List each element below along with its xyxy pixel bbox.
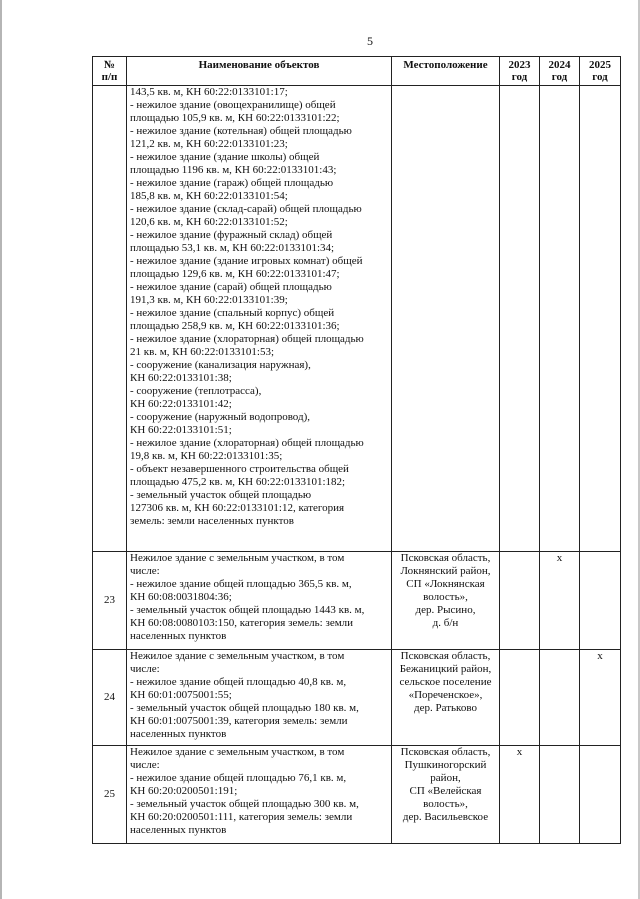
description-line: числе: [130,663,160,675]
table-row [93,746,621,844]
year-mark-2025: х [580,650,621,746]
description-line: 19,8 кв. м, КН 60:22:0133101:35; [130,450,283,462]
col-header-location: Местоположение [392,57,500,86]
year-mark-2025 [580,746,621,844]
location-line: Псковская область, [400,650,491,662]
description-line: - нежилое здание (хлораторная) общей площадью [130,437,364,449]
description-line: - нежилое здание общей площадью 365,5 кв. м, [130,578,352,590]
year-mark-2023 [500,86,540,552]
description-line: площадью 258,9 кв. м, КН 60:22:0133101:36; [130,320,340,332]
description-line: КН 60:20:0200501:111, категория земель: земли [130,811,353,823]
location-line: д. б/н [432,617,459,629]
description-line: населенных пунктов [130,728,227,740]
description-line: 120,6 кв. м, КН 60:22:0133101:52; [130,216,288,228]
description-line: - сооружение (наружный водопровод), [130,411,311,423]
location-line: Локнянский район, [400,565,491,577]
location-line: Псковская область, [400,746,491,758]
location-line: дер. Васильевское [402,811,489,823]
description-line: КН 60:01:0075001:39, категория земель: земли [130,715,348,727]
year-mark-2023 [500,650,540,746]
description-line: - нежилое здание (здание школы) общей [130,151,320,163]
object-description [127,552,392,650]
year-mark-2023 [500,552,540,650]
description-line: - нежилое здание (гараж) общей площадью [130,177,334,189]
col-header-2025: 2025 год [580,57,621,86]
description-line: - объект незавершенного строительства общей [130,463,349,475]
description-line: площадью 1196 кв. м, КН 60:22:0133101:43; [130,164,337,176]
description-line: КН 60:08:0031804:36; [130,591,232,603]
description-line: КН 60:22:0133101:38; [130,372,232,384]
description-line: 185,8 кв. м, КН 60:22:0133101:54; [130,190,288,202]
description-line: 121,2 кв. м, КН 60:22:0133101:23; [130,138,288,150]
description-line: КН 60:01:0075001:55; [130,689,232,701]
col-header-name: Наименование объектов [127,57,392,86]
description-line: - нежилое здание (спальный корпус) общей [130,307,335,319]
location-line: район, [430,772,461,784]
description-line: площадью 475,2 кв. м, КН 60:22:0133101:182; [130,476,346,488]
row-number: 23 [93,552,127,650]
table-header-row [93,57,621,86]
location-line: «Пореченское», [408,689,483,701]
description-line: 191,3 кв. м, КН 60:22:0133101:39; [130,294,288,306]
object-location [392,86,500,552]
description-line: 127306 кв. м, КН 60:22:0133101:12, категория [130,502,345,514]
location-line: дер. Ратьково [414,702,477,714]
year-mark-2025 [580,86,621,552]
description-line: - нежилое здание (склад-сарай) общей площадью [130,203,362,215]
location-line: дер. Рысино, [415,604,476,616]
description-line: населенных пунктов [130,824,227,836]
year-mark-2024 [540,746,580,844]
description-line: площадью 53,1 кв. м, КН 60:22:0133101:34; [130,242,335,254]
description-line: - нежилое здание (сарай) общей площадью [130,281,332,293]
description-line: - земельный участок общей площадью 180 кв. м, [130,702,359,714]
description-line: Нежилое здание с земельным участком, в том [130,746,345,758]
location-line: Бежаницкий район, [399,663,492,675]
description-line: - нежилое здание (овощехранилище) общей [130,99,336,111]
col-header-2023: 2023 год [500,57,540,86]
description-line: - нежилое здание (здание игровых комнат) общей [130,255,363,267]
location-line: Пушкиногорский [404,759,487,771]
description-line: 21 кв. м, КН 60:22:0133101:53; [130,346,275,358]
description-line: Нежилое здание с земельным участком, в том [130,650,345,662]
year-mark-2024 [540,650,580,746]
object-location [392,552,500,650]
row-number: 25 [93,746,127,844]
year-mark-2025 [580,552,621,650]
description-line: 143,5 кв. м, КН 60:22:0133101:17; [130,86,288,98]
description-line: Нежилое здание с земельным участком, в том [130,552,345,564]
table-row [93,650,621,746]
location-line: волость», [423,591,468,603]
description-line: площадью 105,9 кв. м, КН 60:22:0133101:22; [130,112,340,124]
table-row [93,552,621,650]
description-line: - нежилое здание общей площадью 40,8 кв. м, [130,676,347,688]
object-description [127,86,392,552]
object-description [127,650,392,746]
description-line: площадью 129,6 кв. м, КН 60:22:0133101:47; [130,268,340,280]
row-number [93,86,127,552]
page-number: 5 [367,34,373,48]
description-line: - сооружение (теплотрасса), [130,385,262,397]
scan-left-edge [0,0,2,899]
year-mark-2024 [540,86,580,552]
description-line: - нежилое здание (котельная) общей площадью [130,125,352,137]
row-number: 24 [93,650,127,746]
location-line: сельское поселение [399,676,492,688]
col-header-2024: 2024 год [540,57,580,86]
description-line: КН 60:22:0133101:42; [130,398,232,410]
description-line: КН 60:20:0200501:191; [130,785,238,797]
objects-table [92,56,621,844]
description-line: - нежилое здание общей площадью 76,1 кв. м, [130,772,347,784]
object-location [392,650,500,746]
table-row [93,86,621,552]
object-location [392,746,500,844]
year-mark-2024: х [540,552,580,650]
description-line: числе: [130,759,160,771]
description-line: - нежилое здание (хлораторная) общей площадью [130,333,364,345]
description-line: - земельный участок общей площадью 1443 кв. м, [130,604,365,616]
year-mark-2023: х [500,746,540,844]
description-line: населенных пунктов [130,630,227,642]
description-line: - нежилое здание (фуражный склад) общей [130,229,333,241]
description-line: - сооружение (канализация наружная), [130,359,311,371]
object-description [127,746,392,844]
description-line: - земельный участок общей площадью [130,489,312,501]
table-body [93,86,621,844]
location-line: волость», [423,798,468,810]
col-header-no: № п/п [93,57,127,86]
location-line: СП «Локнянская [406,578,485,590]
description-line: - земельный участок общей площадью 300 кв. м, [130,798,359,810]
description-line: КН 60:08:0080103:150, категория земель: земли [130,617,354,629]
location-line: Псковская область, [400,552,491,564]
description-line: числе: [130,565,160,577]
description-line: земель: земли населенных пунктов [130,515,294,527]
description-line: КН 60:22:0133101:51; [130,424,232,436]
location-line: СП «Велейская [409,785,482,797]
